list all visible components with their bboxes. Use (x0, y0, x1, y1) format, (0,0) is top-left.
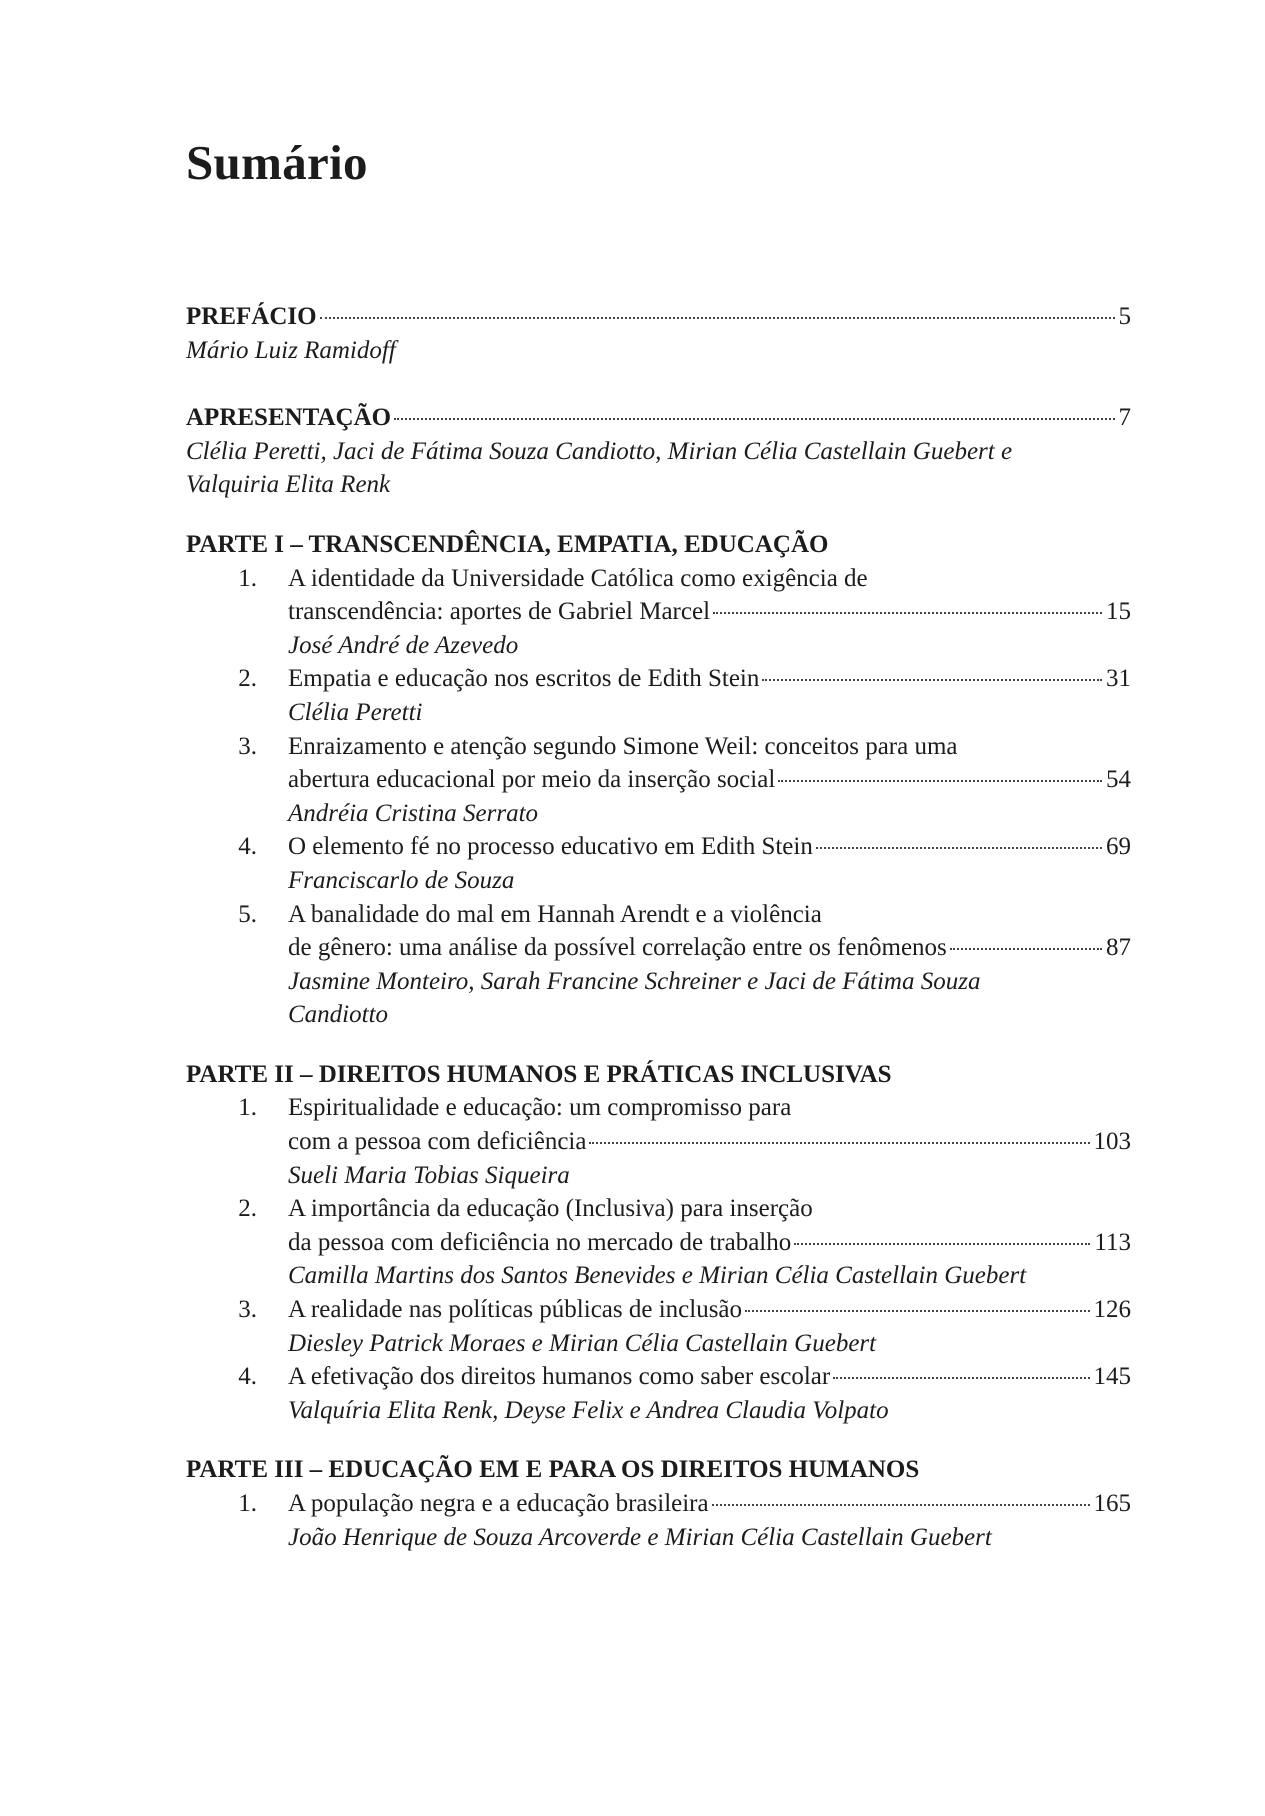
entry-author: Mário Luiz Ramidoff (186, 336, 396, 364)
chapter-number: 2. (238, 1195, 257, 1223)
page-number: 15 (1106, 598, 1131, 626)
chapter-title: O elemento fé no processo educativo em Edith Stein (288, 833, 813, 861)
chapter-title-line: A importância da educação (Inclusiva) para inserção (288, 1195, 813, 1223)
dot-leader (713, 612, 1102, 614)
chapter-author: Valquíria Elita Renk, Deyse Felix e Andrea Claudia Volpato (288, 1396, 889, 1424)
chapter-entry[interactable] (186, 830, 1131, 897)
dot-leader (589, 1142, 1089, 1144)
spacer (186, 367, 1131, 401)
dot-leader (762, 679, 1102, 681)
entry-title: APRESENTAÇÃO (186, 404, 392, 432)
chapter-body (288, 1293, 1131, 1360)
chapter-body (288, 562, 1131, 663)
chapter-title-line (288, 1487, 1131, 1521)
chapter-title: com a pessoa com deficiência (288, 1128, 587, 1156)
page-number: 87 (1106, 934, 1131, 962)
chapter-entry[interactable] (186, 1293, 1131, 1360)
dot-leader (778, 780, 1102, 782)
chapter-title: abertura educacional por meio da inserção social (288, 766, 776, 794)
chapter-number: 3. (238, 1296, 257, 1324)
chapter-author: Clélia Peretti (288, 698, 423, 726)
page-title: Sumário (186, 135, 368, 190)
chapter-title: de gênero: uma análise da possível correlação entre os fenômenos (288, 934, 947, 962)
entry-title-line (186, 401, 1131, 435)
page-number: 103 (1093, 1128, 1131, 1156)
chapter-entry[interactable] (186, 898, 1131, 1032)
dot-leader (833, 1377, 1089, 1379)
chapter-author: Franciscarlo de Souza (288, 866, 515, 894)
chapter-entry[interactable] (186, 562, 1131, 663)
page-number: 7 (1118, 404, 1131, 432)
dot-leader (394, 418, 1114, 420)
page-number: 113 (1094, 1228, 1131, 1256)
chapter-title-line (288, 1293, 1131, 1327)
chapter-title-line (288, 595, 1131, 629)
chapter-author: José André de Azevedo (288, 631, 519, 659)
entry-title: PREFÁCIO (186, 303, 317, 330)
chapter-title-line: A identidade da Universidade Católica como exigência de (288, 564, 868, 592)
chapter-title-line (288, 931, 1131, 965)
chapter-author: Camilla Martins dos Santos Benevides e Mirian Célia Castellain Guebert (288, 1262, 1027, 1290)
chapter-body (288, 898, 1131, 1032)
chapter-title-line (288, 662, 1131, 696)
page-number: 5 (1118, 303, 1131, 330)
chapter-number: 5. (238, 900, 257, 928)
chapter-title-line (288, 1125, 1131, 1159)
chapter-author: João Henrique de Souza Arcoverde e Mirian Célia Castellain Guebert (288, 1523, 992, 1551)
front-matter-entry[interactable] (186, 401, 1131, 502)
dot-leader (320, 317, 1115, 319)
chapter-body (288, 662, 1131, 729)
chapter-entry[interactable] (186, 1487, 1131, 1554)
chapter-author: Diesley Patrick Moraes e Mirian Célia Castellain Guebert (288, 1329, 877, 1357)
chapter-number: 1. (238, 564, 257, 592)
chapter-title-line (288, 1360, 1131, 1394)
chapter-body (288, 1360, 1131, 1427)
chapter-number: 3. (238, 732, 257, 760)
dot-leader (950, 948, 1102, 950)
chapter-body (288, 730, 1131, 831)
chapter-title: A realidade nas políticas públicas de inclusão (288, 1296, 743, 1324)
chapter-author: Candiotto (288, 1001, 389, 1029)
page-number: 126 (1093, 1296, 1131, 1324)
part-heading: PARTE III – EDUCAÇÃO EM E PARA OS DIREITOS HUMANOS (186, 1456, 920, 1484)
chapter-body (288, 1487, 1131, 1554)
chapter-title: da pessoa com deficiência no mercado de trabalho (288, 1228, 792, 1256)
spacer (186, 502, 1131, 528)
page-number: 31 (1106, 665, 1131, 693)
dot-leader (712, 1504, 1090, 1506)
dot-leader (745, 1310, 1089, 1312)
chapter-entry[interactable] (186, 1091, 1131, 1192)
entry-title-line (186, 300, 1131, 334)
entry-author: Clélia Peretti, Jaci de Fátima Souza Candiotto, Mirian Célia Castellain Guebert e (186, 437, 1013, 465)
chapter-body (288, 1192, 1131, 1293)
chapter-title-line (288, 1226, 1131, 1260)
chapter-title: transcendência: aportes de Gabriel Marcel (288, 598, 711, 626)
dot-leader (794, 1243, 1090, 1245)
part-heading: PARTE I – TRANSCENDÊNCIA, EMPATIA, EDUCAÇÃO (186, 530, 829, 558)
chapter-title-line: Espiritualidade e educação: um compromisso para (288, 1094, 792, 1122)
chapter-entry[interactable] (186, 1360, 1131, 1427)
chapter-number: 4. (238, 1363, 257, 1391)
dot-leader (816, 847, 1102, 849)
chapter-author: Sueli Maria Tobias Siqueira (288, 1161, 570, 1189)
front-matter-entry[interactable] (186, 300, 1131, 367)
chapter-title: Empatia e educação nos escritos de Edith Stein (288, 665, 760, 693)
chapter-title-line (288, 763, 1131, 797)
page-number: 145 (1093, 1363, 1131, 1391)
chapter-number: 1. (238, 1490, 257, 1517)
chapter-author: Andréia Cristina Serrato (288, 799, 539, 827)
chapter-title-line: Enraizamento e atenção segundo Simone Weil: conceitos para uma (288, 732, 958, 760)
chapter-title: A efetivação dos direitos humanos como saber escolar (288, 1363, 831, 1391)
page-number: 165 (1093, 1490, 1131, 1517)
page-number: 54 (1106, 766, 1131, 794)
spacer (186, 1032, 1131, 1058)
chapter-title: A população negra e a educação brasileira (288, 1490, 709, 1517)
chapter-body (288, 1091, 1131, 1192)
chapter-title-line: A banalidade do mal em Hannah Arendt e a violência (288, 900, 822, 928)
chapter-entry[interactable] (186, 730, 1131, 831)
chapter-entry[interactable] (186, 662, 1131, 729)
chapter-number: 2. (238, 665, 257, 693)
chapter-number: 1. (238, 1094, 257, 1122)
part-heading: PARTE II – DIREITOS HUMANOS E PRÁTICAS INCLUSIVAS (186, 1060, 892, 1088)
chapter-body (288, 830, 1131, 897)
chapter-number: 4. (238, 833, 257, 861)
spacer (186, 1427, 1131, 1453)
chapter-author: Jasmine Monteiro, Sarah Francine Schreiner e Jaci de Fátima Souza (288, 967, 981, 995)
page-number: 69 (1106, 833, 1131, 861)
chapter-entry[interactable] (186, 1192, 1131, 1293)
entry-author: Valquiria Elita Renk (186, 471, 391, 499)
chapter-title-line (288, 830, 1131, 864)
table-of-contents (186, 300, 1131, 1554)
